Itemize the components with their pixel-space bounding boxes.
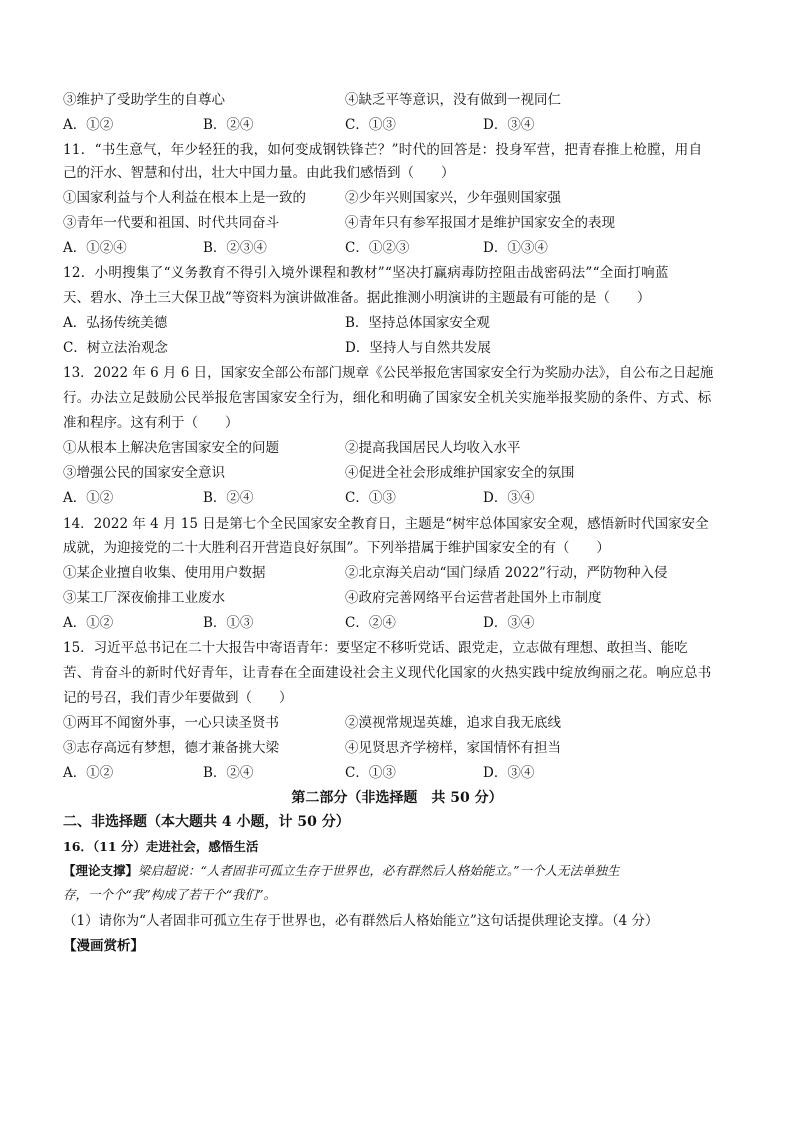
q11-option-1: ①国家利益与个人利益在根本上是一致的 bbox=[63, 190, 306, 206]
q14-stem-line-2: 成就，为迎接党的二十大胜利召开营造良好氛围”。下列举措属于维护国家安全的有（ ） bbox=[63, 540, 610, 556]
q13-option-2: ②提高我国居民人均收入水平 bbox=[345, 440, 521, 456]
q14-answer-d: D．③④ bbox=[483, 615, 535, 631]
q16-subquestion-1: （1）请你为“人者固非可孤立生存于世界也，必有群然后人格始能立”这句话提供理论支撑。（4 分） bbox=[63, 913, 659, 929]
q12-stem-line-1: 12．小明搜集了“义务教育不得引入境外课程和教材”“坚决打赢病毒防控阻击战密码法”“全面打响蓝 bbox=[63, 265, 669, 281]
q13-option-4: ④促进全社会形成维护国家安全的氛围 bbox=[345, 465, 575, 481]
q15-option-3: ③志存高远有梦想，德才兼备挑大梁 bbox=[63, 740, 279, 756]
q11-option-3: ③青年一代要和祖国、时代共同奋斗 bbox=[63, 215, 279, 231]
q14-answer-c: C．②④ bbox=[345, 615, 396, 631]
part-two-title: 第二部分（非选择题 共 50 分） bbox=[291, 790, 503, 806]
q10-answer-d: D．③④ bbox=[483, 117, 535, 133]
q13-option-1: ①从根本上解决危害国家安全的问题 bbox=[63, 440, 279, 456]
q11-answer-c: C．①②③ bbox=[345, 240, 410, 256]
q14-option-4: ④政府完善网络平台运营者赴国外上市制度 bbox=[345, 590, 602, 606]
q10-answer-b: B．②④ bbox=[203, 117, 254, 133]
q11-option-4: ④青年只有参军报国才是维护国家安全的表现 bbox=[345, 215, 615, 231]
q14-option-3: ③某工厂深夜偷排工业废水 bbox=[63, 590, 225, 606]
q13-stem-line-1: 13．2022 年 6 月 6 日，国家安全部公布部门规章《公民举报危害国家安全行为奖励办法》，自公布之日起施 bbox=[63, 365, 714, 381]
q13-option-3: ③增强公民的国家安全意识 bbox=[63, 465, 225, 481]
q13-answer-b: B．②④ bbox=[203, 490, 254, 506]
q16-theory-label: 【理论支撑】 bbox=[63, 863, 139, 878]
q11-option-2: ②少年兴则国家兴，少年强则国家强 bbox=[345, 190, 561, 206]
q11-stem-line-2: 己的汗水、智慧和付出，壮大中国力量。由此我们感悟到（ ） bbox=[63, 165, 455, 181]
q16-theory-line-2: 存，一个个“我”构成了若干个“我们”。 bbox=[63, 887, 277, 902]
q11-answer-b: B．②③④ bbox=[203, 240, 267, 256]
q12-answer-a: A．弘扬传统美德 bbox=[63, 315, 168, 331]
q13-answer-a: A．①② bbox=[63, 490, 114, 506]
q14-answer-a: A．①② bbox=[63, 615, 114, 631]
q15-stem-line-3: 记的号召，我们青少年要做到（ ） bbox=[63, 690, 293, 706]
q14-stem-line-1: 14．2022 年 4 月 15 日是第七个全民国家安全教育日，主题是“树牢总体国家安全观，感悟新时代国家安全 bbox=[63, 516, 709, 532]
q15-stem-line-1: 15．习近平总书记在二十大报告中寄语青年：要坚定不移听党话、跟党走，立志做有理想、敢担当、能吃 bbox=[63, 640, 688, 656]
q16-theory-text-1: 梁启超说：“人者固非可孤立生存于世界也，必有群然后人格始能立。”一个人无法单独生 bbox=[138, 863, 620, 878]
section-two-heading: 二、非选择题（本大题共 4 小题，计 50 分） bbox=[63, 814, 350, 830]
q16-theory-line-1 bbox=[63, 861, 620, 881]
q15-answer-a: A．①② bbox=[63, 765, 114, 781]
q13-answer-c: C．①③ bbox=[345, 490, 396, 506]
q15-option-1: ①两耳不闻窗外事，一心只读圣贤书 bbox=[63, 715, 279, 731]
q14-option-1: ①某企业擅自收集、使用用户数据 bbox=[63, 565, 266, 581]
q10-answer-c: C．①③ bbox=[345, 117, 396, 133]
q15-answer-c: C．①③ bbox=[345, 765, 396, 781]
q15-answer-b: B．②④ bbox=[203, 765, 254, 781]
q11-answer-d: D．①③④ bbox=[483, 240, 548, 256]
q15-stem-line-2: 苦、肯奋斗的新时代好青年，让青春在全面建设社会主义现代化国家的火热实践中绽放绚丽之花。响应总书 bbox=[63, 665, 712, 681]
q15-option-4: ④见贤思齐学榜样，家国情怀有担当 bbox=[345, 740, 561, 756]
q11-answer-a: A．①②④ bbox=[63, 240, 127, 256]
q15-option-2: ②漠视常规逞英雄，追求自我无底线 bbox=[345, 715, 561, 731]
q14-answer-b: B．①③ bbox=[203, 615, 254, 631]
q12-answer-b: B．坚持总体国家安全观 bbox=[345, 315, 490, 331]
q16-comic-label: 【漫画赏析】 bbox=[63, 938, 144, 954]
q11-stem-line-1: 11．“书生意气，年少轻狂的我，如何变成钢铁锋芒？”时代的回答是：投身军营，把青春推上枪膛，用自 bbox=[63, 142, 703, 158]
q13-answer-d: D．③④ bbox=[483, 490, 535, 506]
q13-stem-line-3: 准和程序。这有利于（ ） bbox=[63, 415, 239, 431]
q10-option-3: ③维护了受助学生的自尊心 bbox=[63, 92, 225, 108]
q15-answer-d: D．③④ bbox=[483, 765, 535, 781]
q16-heading: 16．（11 分）走进社会，感悟生活 bbox=[63, 839, 259, 854]
q10-answer-a: A．①② bbox=[63, 117, 114, 133]
q10-option-4: ④缺乏平等意识，没有做到一视同仁 bbox=[345, 92, 561, 108]
q12-stem-line-2: 天、碧水、净土三大保卫战”等资料为演讲做准备。据此推测小明演讲的主题最有可能的是（ ） bbox=[63, 290, 651, 306]
q13-stem-line-2: 行。办法立足鼓励公民举报危害国家安全行为，细化和明确了国家安全机关实施举报奖励的条件、方式、标 bbox=[63, 390, 712, 406]
q12-answer-c: C．树立法治观念 bbox=[63, 340, 168, 356]
q12-answer-d: D．坚持人与自然共发展 bbox=[345, 340, 491, 356]
q14-option-2: ②北京海关启动“国门绿盾 2022”行动，严防物种入侵 bbox=[345, 565, 668, 581]
